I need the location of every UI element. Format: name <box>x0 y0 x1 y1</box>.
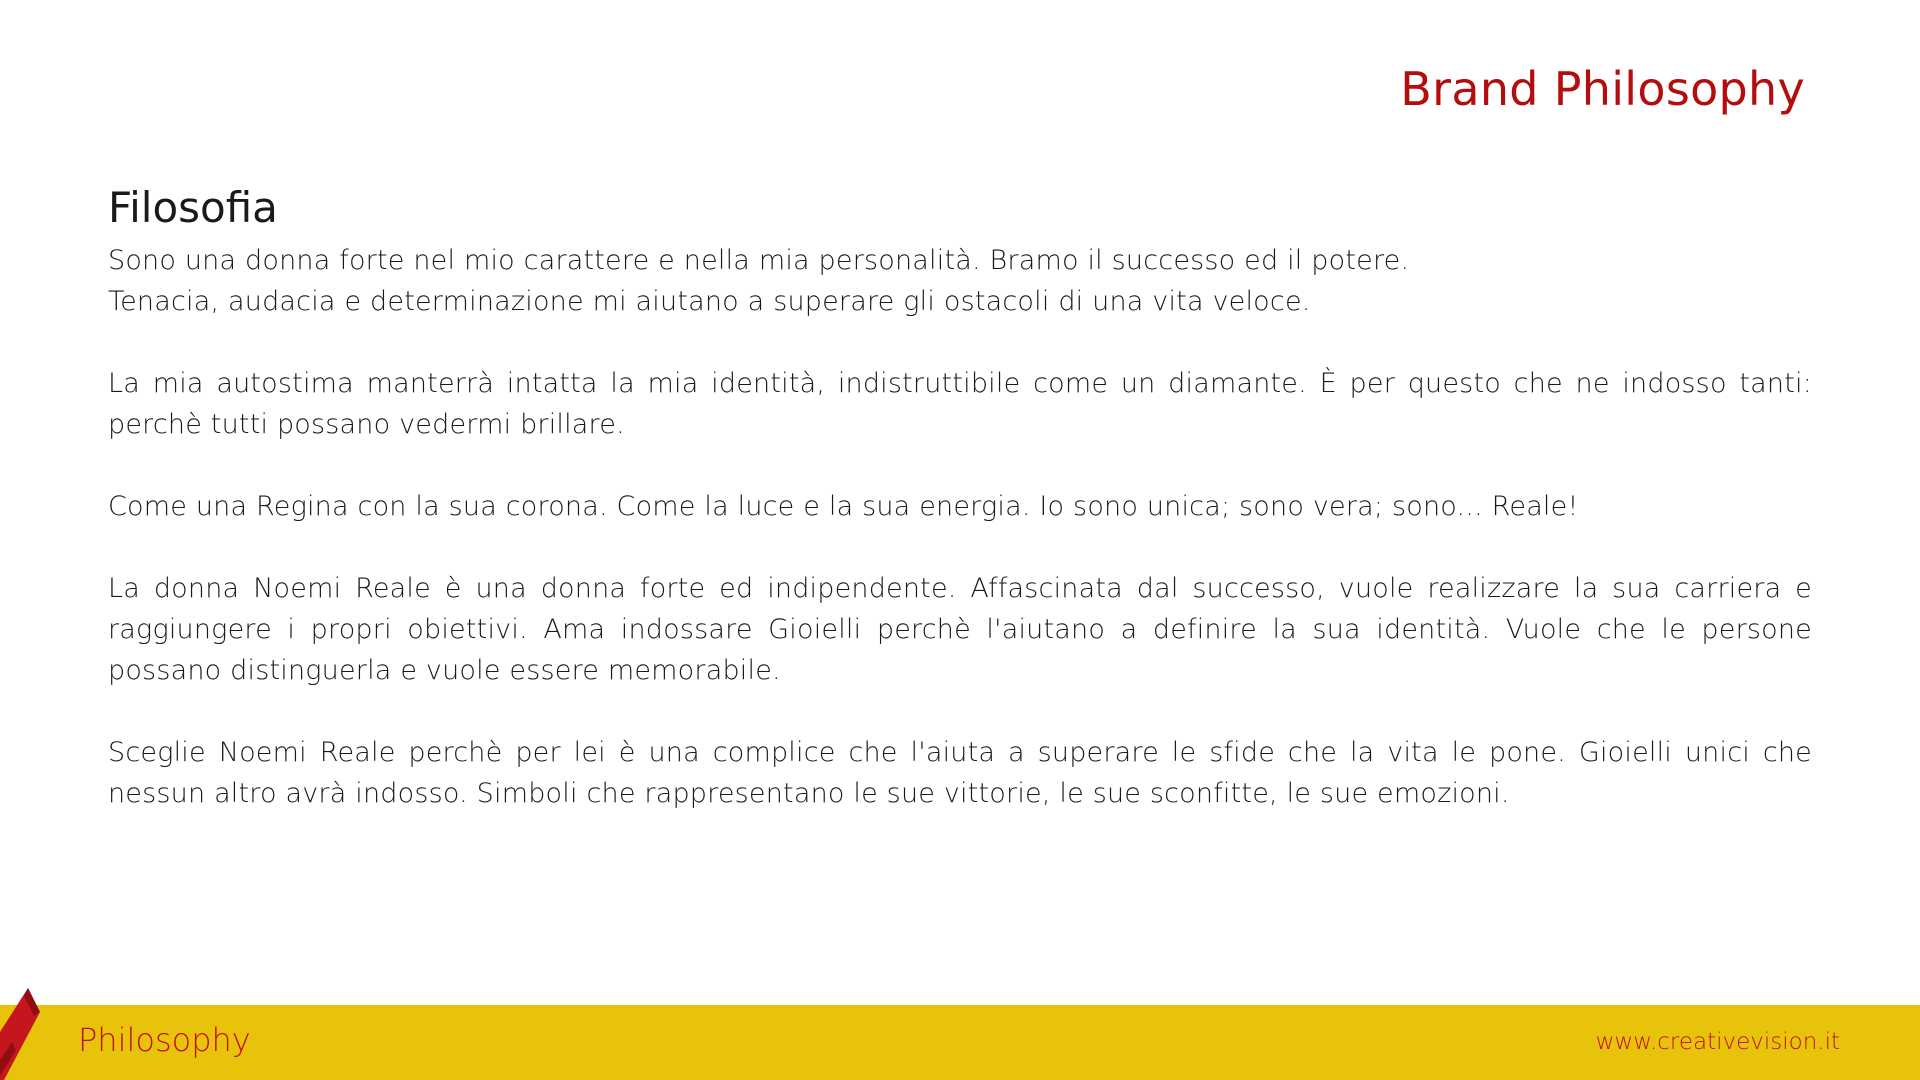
red-ribbon-corner-icon <box>0 970 50 1080</box>
paragraph-2: La mia autostima manterrà intatta la mia identità, indistruttibile come un diamante. È per questo che ne indosso tanti: perchè tutti possano vedermi brillare. <box>108 368 1812 440</box>
footer-label: Philosophy <box>78 1021 251 1059</box>
footer-website-link[interactable]: www.creativevision.it <box>1595 1029 1840 1055</box>
paragraph-1 <box>108 240 1812 322</box>
paragraph-4: La donna Noemi Reale è una donna forte ed indipendente. Affascinata dal successo, vuole realizzare la sua carriera e raggiungere i propri obiettivi. Ama indossare Gioielli perchè l'aiutano a definire la sua identità. Vuole che le persone possano distinguerla e vuole essere memorabile. <box>108 573 1812 686</box>
footer-bar <box>0 1005 1920 1080</box>
section-heading: Filosofia <box>108 183 278 232</box>
content-area <box>108 180 1812 855</box>
paragraph-3: Come una Regina con la sua corona. Come la luce e la sua energia. Io sono unica; sono vera; sono... Reale! <box>108 491 1579 522</box>
paragraph-1-line-1: Sono una donna forte nel mio carattere e nella mia personalità. Bramo il successo ed il potere. <box>108 245 1410 276</box>
paragraph-1-line-2: Tenacia, audacia e determinazione mi aiutano a superare gli ostacoli di una vita veloce. <box>108 286 1311 317</box>
paragraph-5: Sceglie Noemi Reale perchè per lei è una complice che l'aiuta a superare le sfide che la vita le pone. Gioielli unici che nessun altro avrà indosso. Simboli che rappresentano le sue vittorie, le sue sconfitte, le sue emozioni. <box>108 737 1812 809</box>
page-title: Brand Philosophy <box>1400 62 1805 116</box>
